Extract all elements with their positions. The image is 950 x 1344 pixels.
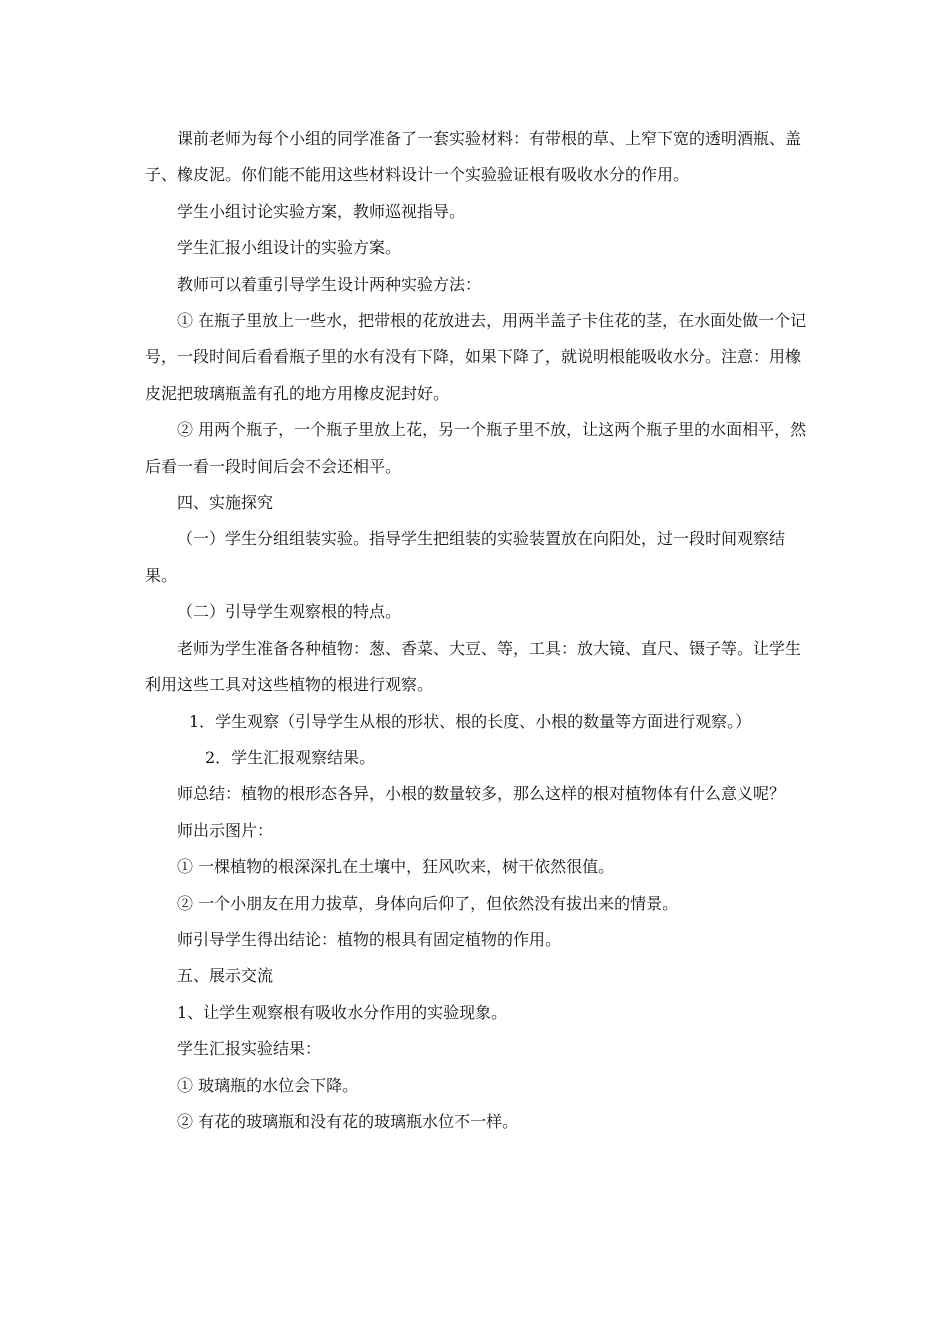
paragraph-method-two: ② 用两个瓶子，一个瓶子里放上花，另一个瓶子里不放，让这两个瓶子里的水面相平，然后看一看一段时间后会不会还相平。 bbox=[145, 420, 807, 476]
paragraph-plants-and-tools: 老师为学生准备各种植物：葱、香菜、大豆、等，工具：放大镜、直尺、镊子等。让学生利用这些工具对这些植物的根进行观察。 bbox=[145, 638, 802, 695]
list-item-student-observe: 1．学生观察（引导学生从根的形状、根的长度、小根的数量等方面进行观察。） bbox=[189, 711, 752, 731]
section-heading-five: 五、展示交流 bbox=[177, 966, 274, 986]
paragraph-two-methods: 教师可以着重引导学生设计两种实验方法： bbox=[177, 274, 482, 294]
paragraph-method-one: ① 在瓶子里放上一些水，把带根的花放进去，用两半盖子卡住花的茎，在水面处做一个记号，一段时间后看看瓶子里的水有没有下降，如果下降了，就说明根能吸收水分。注意：用橡皮泥把玻璃瓶盖有孔的地方用橡皮泥封好。 bbox=[145, 311, 807, 403]
picture-item-one: ① 一棵植物的根深深扎在土壤中，狂风吹来，树干依然很值。 bbox=[177, 857, 615, 877]
paragraph-show-pictures: 师出示图片： bbox=[177, 820, 274, 840]
paragraph-conclusion: 师引导学生得出结论：植物的根具有固定植物的作用。 bbox=[177, 929, 562, 949]
paragraph-teacher-summary: 师总结：植物的根形态各异，小根的数量较多，那么这样的根对植物体有什么意义呢？ bbox=[177, 784, 786, 804]
section-heading-four: 四、实施探究 bbox=[177, 493, 274, 513]
result-item-two: ② 有花的玻璃瓶和没有花的玻璃瓶水位不一样。 bbox=[177, 1111, 519, 1131]
list-item-student-report: 2．学生汇报观察结果。 bbox=[205, 747, 376, 767]
paragraph-observe-roots: （二）引导学生观察根的特点。 bbox=[177, 602, 402, 622]
paragraph-group-discussion: 学生小组讨论实验方案，教师巡视指导。 bbox=[177, 201, 466, 221]
result-item-one: ① 玻璃瓶的水位会下降。 bbox=[177, 1075, 359, 1095]
paragraph-report-results: 学生汇报实验结果： bbox=[177, 1039, 322, 1059]
paragraph-assemble-experiment: （一）学生分组组装实验。指导学生把组装的实验装置放在向阳处，过一段时间观察结果。 bbox=[145, 529, 786, 585]
paragraph-observe-phenomenon: 1、让学生观察根有吸收水分作用的实验现象。 bbox=[177, 1002, 508, 1022]
picture-item-two: ② 一个小朋友在用力拔草，身体向后仰了，但依然没有拔出来的情景。 bbox=[177, 893, 679, 913]
paragraph-group-report: 学生汇报小组设计的实验方案。 bbox=[177, 238, 402, 258]
document-body bbox=[145, 121, 810, 1140]
paragraph-materials: 课前老师为每个小组的同学准备了一套实验材料：有带根的草、上窄下宽的透明酒瓶、盖子、橡皮泥。你们能不能用这些材料设计一个实验验证根有吸收水分的作用。 bbox=[145, 129, 802, 185]
